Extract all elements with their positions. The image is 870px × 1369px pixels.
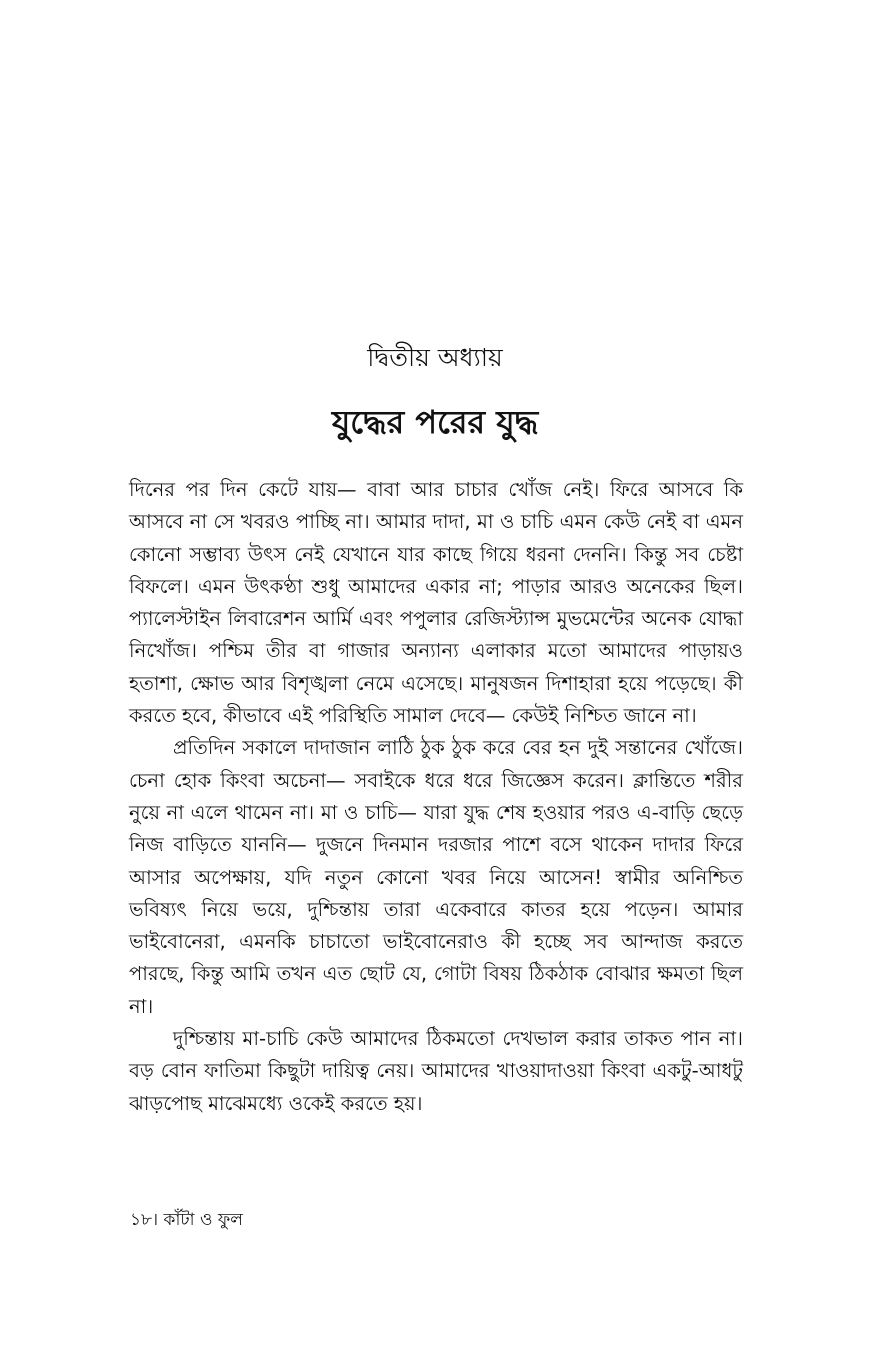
paragraph: দিনের পর দিন কেটে যায়— বাবা আর চাচার খোঁজ নেই। ফিরে আসবে কি আসবে না সে খবরও পাচ্ছি না। আমার দাদা, মা ও চাচি এমন কেউ নেই বা এমন কোনো সম্ভাব্য উৎস নেই যেখানে যার কাছে গিয়ে ধরনা দেননি। কিন্তু সব চেষ্টা বিফলে। এমন উৎকণ্ঠা শুধু আমাদের একার না; পাড়ার আরও অনেকের ছিল। প্যালেস্টাইন লিবারেশন আর্মি এবং পপুলার রেজিস্ট্যান্স মুভমেন্টের অনেক যোদ্ধা নিখোঁজ। পশ্চিম তীর বা গাজার অন্যান্য এলাকার মতো আমাদের পাড়ায়ও হতাশা, ক্ষোভ আর বিশৃঙ্খলা নেমে এসেছে। মানুষজন দিশাহারা হয়ে পড়েছে। কী করতে হবে, কীভাবে এই পরিস্থিতি সামাল দেবে— কেউই নিশ্চিত জানে না। bbox=[129, 478, 743, 728]
chapter-title: যুদ্ধের পরের যুদ্ধ bbox=[331, 403, 539, 441]
page-footer: ১৮। কাঁটা ও ফুল bbox=[130, 1210, 243, 1230]
paragraph: দুশ্চিন্তায় মা-চাচি কেউ আমাদের ঠিকমতো দেখভাল করার তাকত পান না। বড় বোন ফাতিমা কিছুটা দায়িত্ব নেয়। আমাদের খাওয়াদাওয়া কিংবা একটু-আধটু ঝাড়পোছ মাঝেমধ্যে ওকেই করতে হয়। bbox=[129, 1027, 743, 1115]
body-text bbox=[129, 474, 743, 1120]
chapter-label: দ্বিতীয় অধ্যায় bbox=[367, 343, 503, 372]
paragraph: প্রতিদিন সকালে দাদাজান লাঠি ঠুক ঠুক করে বের হন দুই সন্তানের খোঁজে। চেনা হোক কিংবা অচেনা— সবাইকে ধরে ধরে জিজ্ঞেস করেন। ক্লান্তিতে শরীর নুয়ে না এলে থামেন না। মা ও চাচি— যারা যুদ্ধ শেষ হওয়ার পরও এ-বাড়ি ছেড়ে নিজ বাড়িতে যাননি— দুজনে দিনমান দরজার পাশে বসে থাকেন দাদার ফিরে আসার অপেক্ষায়, যদি নতুন কোনো খবর নিয়ে আসেন! স্বামীর অনিশ্চিত ভবিষ্যৎ নিয়ে ভয়ে, দুশ্চিন্তায় তারা একেবারে কাতর হয়ে পড়েন। আমার ভাইবোনেরা, এমনকি চাচাতো ভাইবোনেরাও কী হচ্ছে সব আন্দাজ করতে পারছে, কিন্তু আমি তখন এত ছোট যে, গোটা বিষয় ঠিকঠাক বোঝার ক্ষমতা ছিল না। bbox=[129, 736, 743, 1018]
